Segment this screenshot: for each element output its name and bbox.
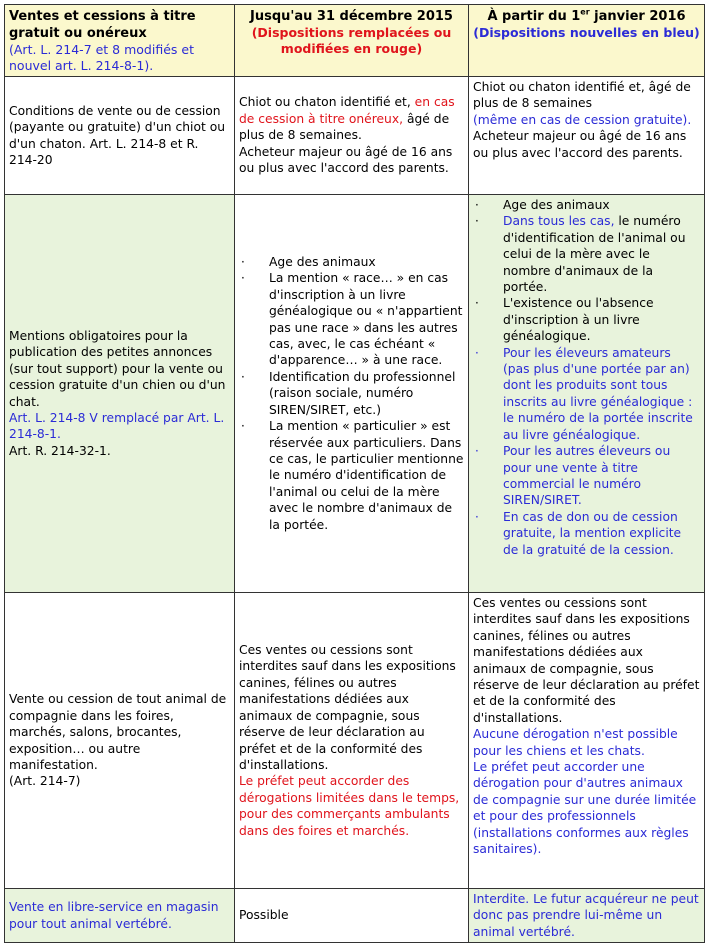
list-item-text: Age des animaux [503, 198, 610, 212]
header-col-3 [469, 5, 705, 77]
row3-col1-ref: (Art. 214-7) [9, 774, 81, 789]
list-item [473, 197, 700, 213]
header-col3-sub: (Dispositions nouvelles en bleu) [473, 25, 700, 40]
row3-col2 [235, 593, 469, 889]
row1-col3-blue: (même en cas de cession gratuite). [473, 112, 692, 127]
bullet-icon: · [475, 198, 479, 212]
list-item [239, 418, 464, 533]
header-col3-title [473, 8, 700, 25]
row3-col3-blue1: Aucune dérogation n'est possible pour les chiens et les chats. [473, 727, 678, 758]
row-mentions [5, 195, 705, 593]
list-item [239, 254, 464, 270]
header-col3-title-sup: er [580, 7, 590, 17]
list-item [239, 270, 464, 368]
list-item [473, 295, 700, 344]
row2-col3 [469, 195, 705, 593]
list-item [473, 509, 700, 558]
header-col-2 [235, 5, 469, 77]
row1-col2-red: en cas de cession à titre onéreux, [239, 95, 455, 126]
row1-col2-p2: Acheteur majeur ou âgé de 16 ans ou plus avec l'accord des parents. [239, 144, 453, 176]
row4-col1: Vente en libre-service en magasin pour tout animal vertébré. [5, 889, 235, 943]
bullet-icon: · [475, 509, 479, 524]
bullet-icon: · [241, 255, 245, 270]
header-col1-sub: (Art. L. 214-7 et 8 modifiés et nouvel art. L. 214-8-1). [9, 42, 194, 73]
list-item-text: La mention « particulier » est réservée aux particuliers. Dans ce cas, le particulier mentionne le numéro d'identification de l'animal ou celui de la mère avec le nombre d'animaux de la portée. [269, 419, 464, 532]
list-item [473, 345, 700, 443]
row-foires [5, 593, 705, 889]
bullet-icon: · [475, 296, 479, 311]
row2-col1-c: Art. R. 214-32-1. [9, 443, 111, 458]
row1-col2-p1 [239, 94, 464, 143]
list-item-text: En cas de don ou de cession gratuite, la mention explicite de la gratuité de la cession. [503, 509, 682, 557]
row-conditions [5, 77, 705, 195]
list-item-text: Age des animaux [269, 255, 376, 270]
comparison-table [4, 4, 705, 943]
row1-col2 [235, 77, 469, 195]
list-item-text: Identification du professionnel (raison sociale, numéro SIREN/SIRET, etc.) [269, 369, 456, 417]
list-item-text: La mention « race… » en cas d'inscription à un livre généalogique ou « n'appartient pas une race » dans les autres cas, avec, le cas échéant « d'apparence… » à une race. [269, 271, 463, 368]
bullet-icon: · [475, 345, 479, 360]
row3-col2-red: Le préfet peut accorder des dérogations limitées dans le temps, pour des commerçants ambulants dans des foires et marchés. [239, 774, 460, 838]
header-col3-title-suffix: janvier 2016 [589, 9, 686, 24]
row2-col1 [5, 195, 235, 593]
row4-col3: Interdite. Le futur acquéreur ne peut donc pas prendre lui-même un animal vertébré. [469, 889, 705, 943]
list-item-text: le numéro d'identification de l'animal ou celui de la mère avec le nombre d'animaux de la portée. [503, 214, 686, 295]
bullet-icon: · [241, 271, 245, 286]
row-libre-service [5, 889, 705, 943]
list-item [473, 443, 700, 509]
bullet-icon: · [241, 419, 245, 434]
row3-col1 [5, 593, 235, 889]
row2-col3-list [473, 197, 700, 558]
row1-col3-p1: Chiot ou chaton identifié et, âgé de plus de 8 semaines [473, 80, 691, 111]
row3-col3-blue2: Le préfet peut accorder une dérogation pour d'autres animaux de compagnie sur une durée limitée et pour des professionnels (installations conformes aux règles sanitaires). [473, 760, 697, 857]
row2-col2 [235, 195, 469, 593]
row3-col1-text: Vente ou cession de tout animal de compagnie dans les foires, marchés, salons, brocantes, exposition… ou autre manifestation. [9, 692, 227, 772]
row1-col3 [469, 77, 705, 195]
row3-col2-a: Ces ventes ou cessions sont interdites sauf dans les expositions canines, félines ou autres manifestations dédiées aux animaux de compagnie, sous réserve de leur déclaration au préfet et de la conformité des d'installations. [239, 643, 456, 772]
row1-col2-a: Chiot ou chaton identifié et, [239, 95, 415, 110]
bullet-icon: · [241, 369, 245, 384]
header-col2-title: Jusqu'au 31 décembre 2015 [250, 9, 453, 24]
header-col1-title: Ventes et cessions à titre gratuit ou onéreux [9, 9, 196, 41]
row2-col1-a: Mentions obligatoires pour la publication des petites annonces (sur tout support) pour la vente ou cession gratuite d'un chien ou d'un chat. [9, 328, 226, 409]
header-col2-sub: (Dispositions remplacées ou modifiées en rouge) [251, 25, 452, 56]
row2-col1-blue: Art. L. 214-8 V remplacé par Art. L. 214-8-1. [9, 410, 225, 442]
header-col3-title-prefix: À partir du 1 [487, 9, 581, 24]
bullet-icon: · [475, 444, 479, 459]
row4-col2: Possible [235, 889, 469, 943]
header-col-1 [5, 5, 235, 77]
list-item-text: L'existence ou l'absence d'inscription à un livre généalogique. [503, 296, 654, 344]
row2-col2-list [239, 254, 464, 533]
row1-col3-p2: Acheteur majeur ou âgé de 16 ans ou plus avec l'accord des parents. [473, 129, 687, 160]
list-item-text: Pour les éleveurs amateurs (pas plus d'une portée par an) dont les produits sont tous inscrits au livre généalogique : le numéro de la portée inscrite au livre généalogique. [503, 345, 693, 442]
header-row [5, 5, 705, 77]
row3-col3-a: Ces ventes ou cessions sont interdites sauf dans les expositions canines, félines ou autres manifestations dédiées aux animaux de compagnie, sous réserve de leur déclaration au préfet et de la conformité des d'installations. [473, 596, 700, 725]
list-item [239, 369, 464, 418]
list-item [473, 213, 700, 295]
row1-col2-b: âgé de plus de 8 semaines. [239, 111, 450, 143]
row3-col3 [469, 593, 705, 889]
list-item-text-blue: Dans tous les cas, [503, 214, 615, 229]
bullet-icon: · [475, 214, 479, 229]
row1-col1: Conditions de vente ou de cession (payante ou gratuite) d'un chiot ou d'un chaton. Art. L. 214-8 et R. 214-20 [5, 77, 235, 195]
list-item-text: Pour les autres éleveurs ou pour une vente à titre commercial le numéro SIREN/SIRET. [503, 444, 671, 508]
